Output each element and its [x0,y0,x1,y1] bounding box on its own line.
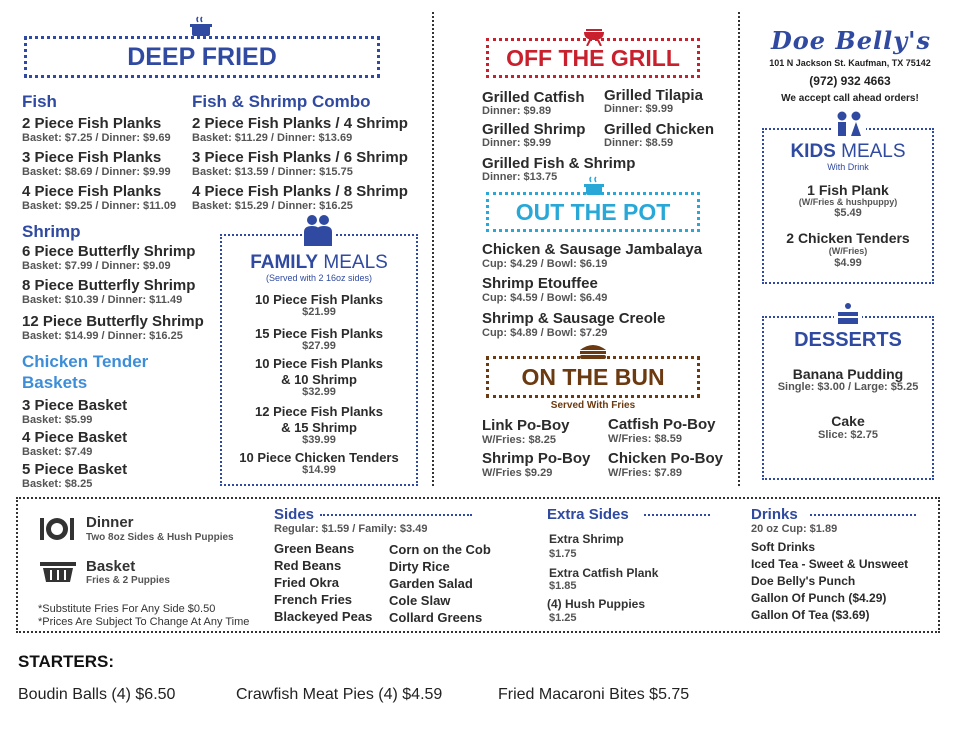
menu-item: Shrimp Etouffee [482,275,598,292]
fish-heading: Fish [22,92,57,111]
menu-price: Single: $3.00 / Large: $5.25 [777,381,919,393]
bun-subtitle: Served With Fries [550,400,636,411]
menu-item: 3 Piece Fish Planks / 6 Shrimp [192,149,408,166]
menu-item: Grilled Fish & Shrimp [482,155,636,172]
plate-utensils-icon [38,516,76,542]
dinner-desc: Two 8oz Sides & Hush Puppies [86,532,234,543]
pot-header: OUT THE POT [486,192,700,232]
basket-label: Basket [86,558,136,575]
menu-price: Dinner: $13.75 [482,171,558,183]
brand-phone: (972) 932 4663 [809,74,891,88]
extra-item: Extra Shrimp [549,532,624,546]
drinks-price: 20 oz Cup: $1.89 [751,523,838,535]
menu-item: 10 Piece Fish Planks [255,356,383,371]
price-change-note: *Prices Are Subject To Change At Any Time [38,616,250,628]
brand-logo: Doe Belly's [770,26,932,55]
drink-item: Gallon Of Tea ($3.69) [751,608,870,622]
menu-price: Basket: $7.99 / Dinner: $9.09 [22,260,171,272]
extra-price: $1.85 [549,580,577,592]
extra-price: $1.75 [549,548,577,560]
bun-header: ON THE BUN [486,356,700,398]
menu-price: Basket: $7.25 / Dinner: $9.69 [22,132,171,144]
menu-item: Link Po-Boy [482,417,570,434]
menu-price: Cup: $4.29 / Bowl: $6.19 [482,258,608,270]
desserts-title: DESSERTS [794,328,902,351]
menu-price: $14.99 [302,464,336,476]
extra-sides-dots [644,514,710,516]
menu-price: Basket: $8.25 [22,478,93,490]
menu-item: Grilled Catfish [482,89,585,106]
menu-price: $39.99 [302,434,336,446]
menu-price: $32.99 [302,386,336,398]
menu-item: 2 Piece Fish Planks [22,115,162,132]
side-item: Blackeyed Peas [274,609,373,624]
deep-fried-header: DEEP FRIED [24,36,380,78]
menu-note: (W/Fries & hushpuppy) [798,197,898,207]
sides-col-2 [389,541,491,626]
basket-desc: Fries & 2 Puppies [86,575,170,586]
combo-heading: Fish & Shrimp Combo [192,92,371,111]
menu-price: $4.99 [834,257,862,269]
extra-sides-title: Extra Sides [547,506,629,523]
menu-item: 2 Piece Fish Planks / 4 Shrimp [192,115,408,132]
brand-address: 101 N Jackson St. Kaufman, TX 75142 [769,58,931,68]
kids-icon [832,110,866,138]
menu-item: Chicken & Sausage Jambalaya [482,241,703,258]
drink-item: Doe Belly's Punch [751,574,856,588]
kids-subtitle: With Drink [827,162,869,172]
menu-price: Dinner: $9.99 [482,137,552,149]
menu-price: Basket: $10.39 / Dinner: $11.49 [22,294,183,306]
menu-item: 10 Piece Fish Planks [255,292,383,307]
side-item: Cole Slaw [389,593,451,608]
menu-price: Dinner: $9.99 [604,103,674,115]
family-title-bold: FAMILY [250,252,319,273]
extra-item: Extra Catfish Plank [549,566,659,580]
side-item: Fried Okra [274,575,340,590]
side-item: Green Beans [274,541,355,556]
menu-price: Basket: $11.29 / Dinner: $13.69 [192,132,353,144]
starters-title: STARTERS: [18,652,115,671]
menu-price: Basket: $8.69 / Dinner: $9.99 [22,166,171,178]
menu-item: Shrimp Po-Boy [482,450,591,467]
basket-icon [40,560,76,584]
divider-left [432,12,434,486]
side-item: Garden Salad [389,576,473,591]
menu-item-line2: & 15 Shrimp [281,420,357,435]
substitute-note: *Substitute Fries For Any Side $0.50 [38,603,216,615]
menu-price: $27.99 [302,340,336,352]
side-item: Red Beans [274,558,342,573]
shrimp-heading: Shrimp [22,222,81,241]
menu-item: Catfish Po-Boy [608,416,716,433]
drink-item: Soft Drinks [751,540,816,554]
menu-item-line2: & 10 Shrimp [281,372,357,387]
menu-price: Basket: $13.59 / Dinner: $15.75 [192,166,353,178]
starter-item: Boudin Balls (4) $6.50 [18,686,176,703]
menu-item: Grilled Shrimp [482,121,586,138]
menu-price: W/Fries: $8.25 [482,434,556,446]
menu-note: (W/Fries) [828,246,868,256]
sides-price: Regular: $1.59 / Family: $3.49 [274,523,428,535]
side-item: Collard Greens [389,610,483,625]
menu-item: 1 Fish Plank [807,182,889,198]
side-item: Dirty Rice [389,559,450,574]
menu-item: 4 Piece Fish Planks / 8 Shrimp [192,183,408,200]
extra-price: $1.25 [549,612,577,624]
side-item: Corn on the Cob [389,542,491,557]
sides-title-dots [320,514,472,516]
menu-price: W/Fries: $7.89 [608,467,682,479]
menu-price: W/Fries $9.29 [482,467,553,479]
menu-price: Cup: $4.89 / Bowl: $7.29 [482,327,608,339]
menu-item: 6 Piece Butterfly Shrimp [22,243,196,260]
menu-price: $5.49 [834,207,862,219]
pot-icon [190,16,212,38]
menu-price: Basket: $5.99 [22,414,93,426]
kids-title-light: MEALS [841,141,906,162]
menu-item: 3 Piece Basket [22,397,128,414]
menu-price: W/Fries: $8.59 [608,433,682,445]
menu-item: 5 Piece Basket [22,461,128,478]
family-icon [302,214,334,248]
menu-item: 12 Piece Butterfly Shrimp [22,313,204,330]
cake-icon [834,300,862,326]
menu-price: Slice: $2.75 [818,429,878,441]
starter-item: Fried Macaroni Bites $5.75 [498,686,690,703]
chicken-heading: Chicken Tender [22,352,149,371]
drink-item: Gallon Of Punch ($4.29) [751,591,887,605]
grill-header: OFF THE GRILL [486,38,700,78]
menu-item: 3 Piece Fish Planks [22,149,162,166]
extra-item: (4) Hush Puppies [547,597,646,611]
menu-item: 2 Chicken Tenders [786,230,910,246]
drinks-list [751,539,908,624]
menu-item: 15 Piece Fish Planks [255,326,383,341]
chicken-heading-2: Baskets [22,373,88,392]
family-meals-subtitle: (Served with 2 16oz sides) [265,273,373,283]
menu-price: Dinner: $9.89 [482,105,552,117]
brand-note: We accept call ahead orders! [781,93,919,104]
drink-item: Iced Tea - Sweet & Unsweet [751,557,909,571]
menu-price: Basket: $15.29 / Dinner: $16.25 [192,200,353,212]
menu-item: Grilled Tilapia [604,87,703,104]
kids-title-bold: KIDS [790,141,836,162]
menu-item: Shrimp & Sausage Creole [482,310,666,327]
menu-price: Basket: $7.49 [22,446,93,458]
menu-item: Grilled Chicken [604,121,715,138]
family-meals-title [222,252,416,274]
menu-item: 12 Piece Fish Planks [255,404,383,419]
dinner-label: Dinner [86,514,134,531]
menu-item: Chicken Po-Boy [608,450,724,467]
menu-item: 4 Piece Basket [22,429,128,446]
menu-price: $21.99 [302,306,336,318]
menu-price: Dinner: $8.59 [604,137,674,149]
menu-price: Basket: $9.25 / Dinner: $11.09 [22,200,177,212]
menu-price: Basket: $14.99 / Dinner: $16.25 [22,330,183,342]
menu-item: Cake [831,413,865,429]
family-title-light: MEALS [323,252,388,273]
starter-item: Crawfish Meat Pies (4) $4.59 [236,686,443,703]
menu-item: 8 Piece Butterfly Shrimp [22,277,196,294]
sides-title: Sides [274,506,315,523]
menu-price: Cup: $4.59 / Bowl: $6.49 [482,292,608,304]
menu-item: 10 Piece Chicken Tenders [239,450,399,465]
side-item: French Fries [274,592,353,607]
drinks-title: Drinks [751,506,798,523]
kids-title [764,141,932,163]
sides-col-1 [274,540,372,625]
menu-item: 4 Piece Fish Planks [22,183,162,200]
divider-right [738,12,740,486]
drinks-dots [810,514,916,516]
menu-item: Banana Pudding [792,366,904,382]
